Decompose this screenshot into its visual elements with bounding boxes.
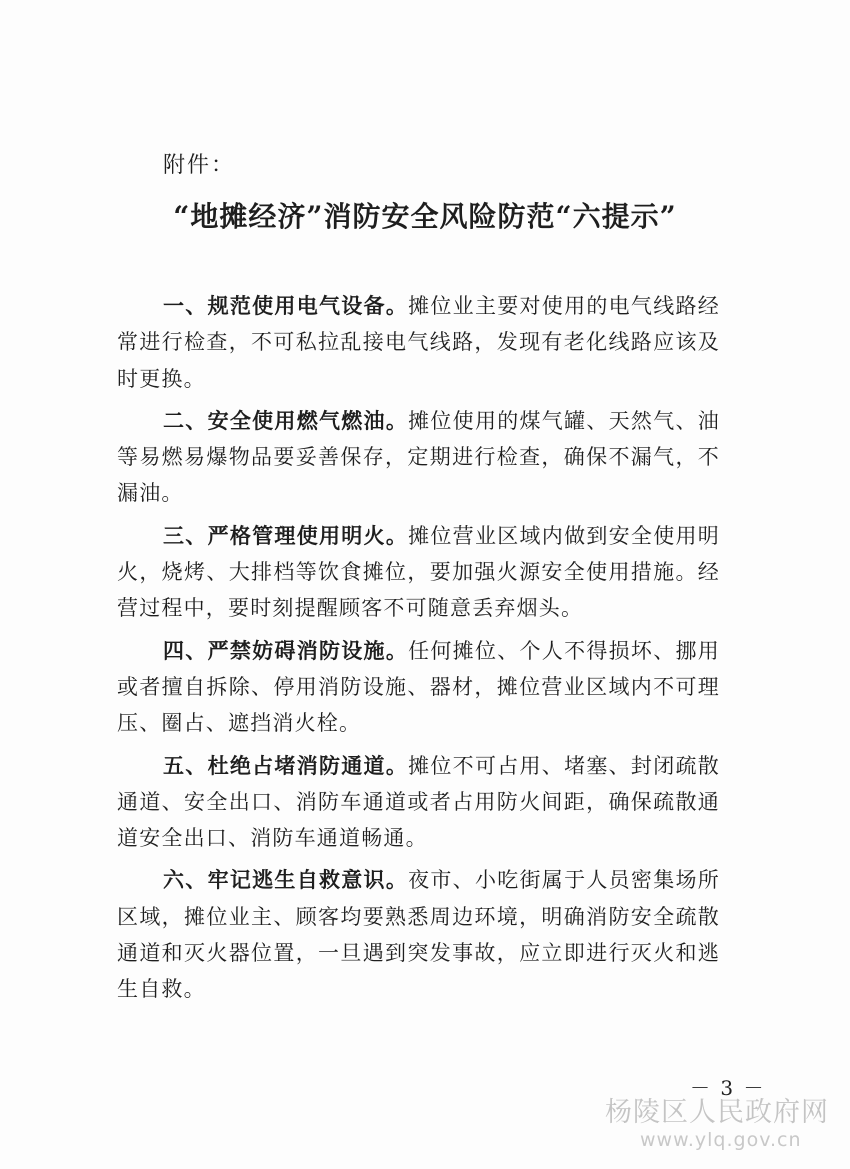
- section-4: [117, 633, 720, 742]
- document-body: [117, 288, 720, 1014]
- section-3: [117, 518, 720, 627]
- section-2: [117, 403, 720, 512]
- page-number: － 3 －: [690, 1076, 766, 1100]
- section-text: 摊位不可占用、堵塞、封闭疏散通道、安全出口、消防车通道或者占用防火间距，确保疏散通道安全出口、消防车通道畅通。: [117, 753, 720, 851]
- document-title: “地摊经济”消防安全风险防范“六提示”: [173, 200, 677, 233]
- section-text: 任何摊位、个人不得损坏、挪用或者擅自拆除、停用消防设施、器材，摊位营业区域内不可理压、圈占、遮挡消火栓。: [117, 638, 720, 736]
- watermark-site-url: www.ylq.gov.cn: [640, 1129, 802, 1151]
- section-text: 摊位业主要对使用的电气线路经常进行检查，不可私拉乱接电气线路，发现有老化线路应该及时更换。: [117, 294, 720, 391]
- section-6: [117, 862, 720, 1007]
- section-heading: 六、牢记逃生自救意识。: [163, 867, 409, 893]
- section-1: [117, 288, 720, 397]
- section-heading: 二、安全使用燃气燃油。: [163, 407, 409, 433]
- attachment-label: 附件：: [163, 153, 236, 178]
- section-text: 摊位使用的煤气罐、天然气、油等易燃易爆物品要妥善保存，定期进行检查，确保不漏气，不漏油。: [117, 408, 720, 506]
- section-text: 摊位营业区域内做到安全使用明火，烧烤、大排档等饮食摊位，要加强火源安全使用措施。经营过程中，要时刻提醒顾客不可随意丢弃烟头。: [117, 523, 720, 621]
- section-heading: 三、严格管理使用明火。: [163, 522, 409, 548]
- watermark-site-name: 杨陵区人民政府网: [605, 1097, 829, 1128]
- section-heading: 五、杜绝占堵消防通道。: [163, 752, 409, 778]
- section-heading: 一、规范使用电气设备。: [163, 293, 409, 318]
- section-5: [117, 748, 720, 857]
- section-heading: 四、严禁妨碍消防设施。: [163, 637, 409, 663]
- section-text: 夜市、小吃街属于人员密集场所区域，摊位业主、顾客均要熟悉周边环境，明确消防安全疏散通道和灭火器位置，一旦遇到突发事故，应立即进行灭火和逃生自救。: [117, 868, 720, 1002]
